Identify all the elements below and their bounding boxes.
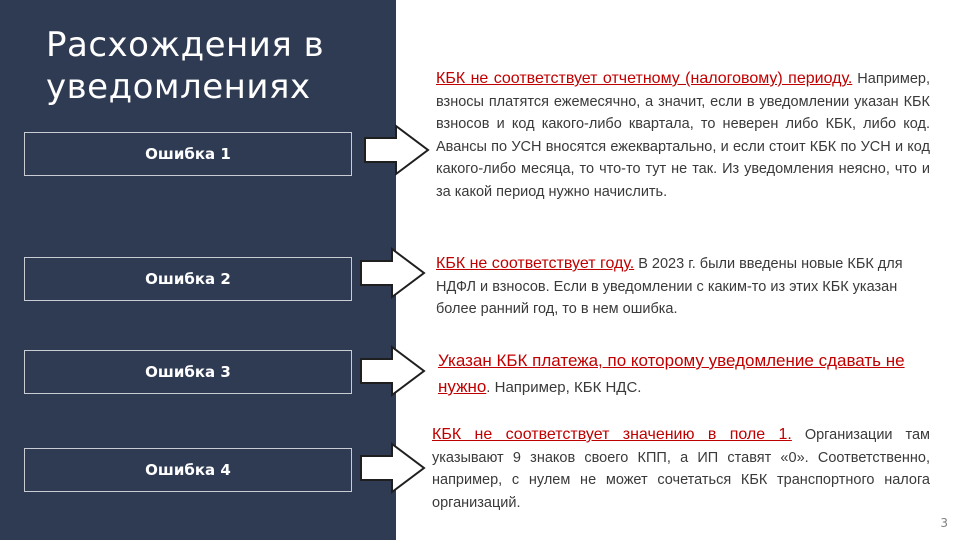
error-3-lead: Указан КБК платежа, по которому уведомление сдавать не нужно <box>438 351 905 396</box>
error-1-description <box>436 68 930 203</box>
slide-title: Расхождения в уведомлениях <box>46 25 325 107</box>
error-4-label: Ошибка 4 <box>145 461 231 479</box>
arrow-right-icon <box>360 442 426 494</box>
error-1-lead: КБК не соответствует отчетному (налоговому) периоду. <box>436 70 853 87</box>
page-number: 3 <box>940 516 948 530</box>
error-3-box[interactable] <box>24 350 352 394</box>
error-4-description <box>432 424 930 514</box>
error-1-text: Например, взносы платятся ежемесячно, а значит, если в уведомлении указан КБК взносов и код какого-либо квартала, то неверен либо КБК, либо код. Авансы по УСН вносятся ежеквартально, и если стоит КБК по УСН и код какого-либо месяца, то что-то тут не так. Из уведомления неясно, что и за какой период нужно начислить. <box>436 71 930 200</box>
error-2-label: Ошибка 2 <box>145 270 231 288</box>
error-3-text: . Например, КБК НДС. <box>486 379 642 396</box>
error-2-description <box>436 253 928 321</box>
arrow-right-icon <box>360 247 426 299</box>
error-1-label: Ошибка 1 <box>145 145 231 163</box>
error-3-description <box>438 348 932 400</box>
arrow-right-icon <box>360 345 426 397</box>
error-2-text: В 2023 г. были введены новые КБК для НДФЛ и взносов. Если в уведомлении с каким-то из этих КБК указан более ранний год, то в нем ошибка. <box>436 256 903 317</box>
error-1-box[interactable] <box>24 132 352 176</box>
error-4-box[interactable] <box>24 448 352 492</box>
error-4-text: Организации там указывают 9 знаков своего КПП, а ИП ставят «0». Соответственно, например, с нулем не может сочетаться КБК транспортного налога организаций. <box>432 427 930 511</box>
error-4-lead: КБК не соответствует значению в поле 1. <box>432 426 792 443</box>
error-3-label: Ошибка 3 <box>145 363 231 381</box>
arrow-right-icon <box>364 124 430 176</box>
error-2-box[interactable] <box>24 257 352 301</box>
error-2-lead: КБК не соответствует году. <box>436 255 635 272</box>
